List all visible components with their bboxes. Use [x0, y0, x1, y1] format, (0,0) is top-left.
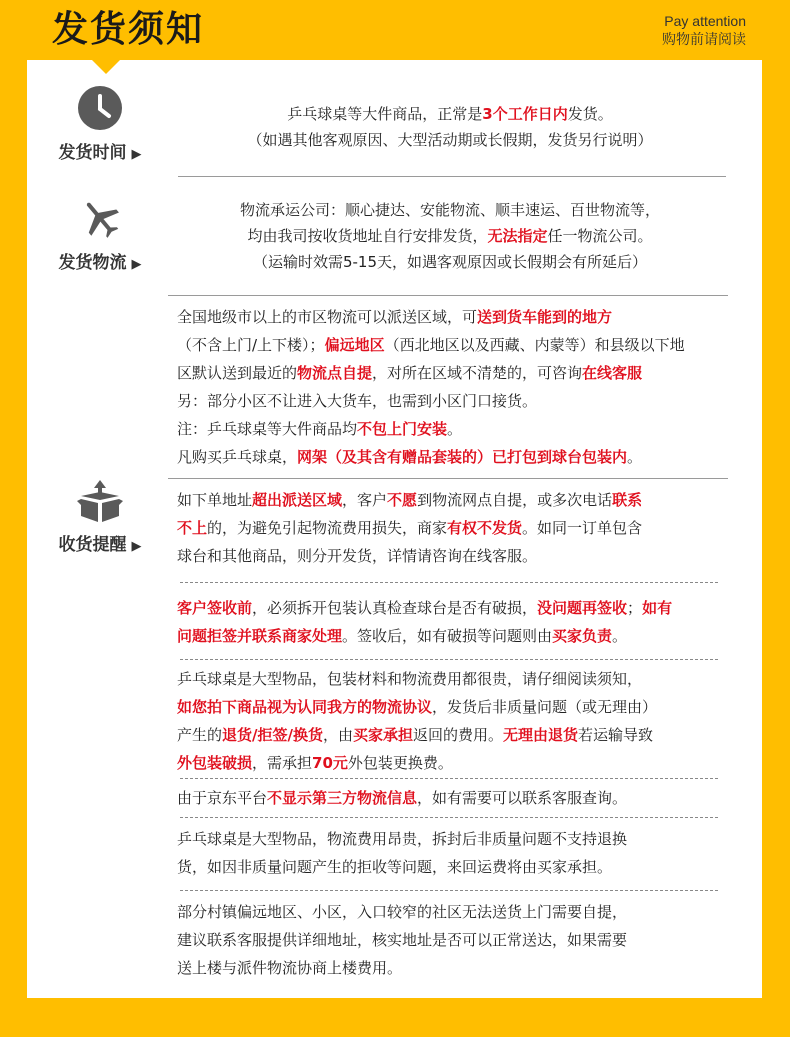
clock-icon	[78, 86, 122, 130]
logistics-line-2: 均由我司按收货地址自行安排发货，无法指定任一物流公司。	[247, 227, 653, 245]
logistics-line-3: （运输时效需5-15天，如遇客观原因或长假期会有所延后）	[252, 253, 648, 271]
logistics-line-1: 物流承运公司：顺心捷达、安能物流、顺丰速运、百世物流等，	[239, 201, 660, 219]
text-line: 不上的，为避免引起物流费用损失，商家有权不发货。如同一订单包含	[177, 519, 643, 537]
text-line: 凡购买乒乓球桌，网架（及其含有赠品套装的）已打包到球台包装内。	[177, 448, 643, 466]
time-line-1: 乒乓球桌等大件商品，正常是3个工作日内发货。	[287, 105, 613, 123]
text-line: （不含上门/上下楼）；偏远地区（西北地区以及西藏、内蒙等）和县级以下地	[177, 336, 685, 354]
section-logistics-side	[44, 196, 156, 273]
text-line: 另：部分小区不让进入大货车，也需到小区门口接货。	[177, 392, 538, 410]
text-line: 由于京东平台不显示第三方物流信息，如有需要可以联系客服查询。	[177, 789, 628, 807]
text-line: 产生的退货/拒签/换货，由买家承担返回的费用。无理由退货若运输导致	[177, 726, 654, 744]
section-time-label: 发货时间 ▶	[58, 143, 142, 163]
section-receive-label: 收货提醒 ▶	[58, 535, 142, 555]
dashed-divider	[180, 778, 718, 779]
section-receive-side	[44, 478, 156, 555]
text-line: 乒乓球桌是大型物品，物流费用昂贵，拆封后非质量问题不支持退换	[177, 830, 628, 848]
section-time-side	[44, 86, 156, 163]
divider	[168, 478, 728, 479]
package-icon	[44, 478, 156, 522]
divider	[168, 295, 728, 296]
dashed-divider	[180, 817, 718, 818]
divider	[178, 176, 726, 177]
receive-paragraph-3	[177, 594, 757, 650]
receive-paragraph-7	[177, 898, 757, 982]
text-line: 注：乒乓球桌等大件商品均不包上门安装。	[177, 420, 463, 438]
triangle-right-icon: ▶	[131, 257, 142, 272]
text-line: 货，如因非质量问题产生的拒收等问题，来回运费将由买家承担。	[177, 858, 613, 876]
receive-paragraph-6	[177, 825, 757, 881]
header-subtitle-cn: 购物前请阅读	[662, 32, 746, 48]
text-line: 送上楼与派件物流协商上楼费用。	[177, 959, 403, 977]
header-subtitle-en: Pay attention	[664, 13, 746, 29]
text-line: 球台和其他商品，则分开发货，详情请咨询在线客服。	[177, 547, 538, 565]
panel-notch	[92, 60, 120, 74]
text-line: 部分村镇偏远地区、小区，入口较窄的社区无法送货上门需要自提，	[177, 903, 628, 921]
text-line: 外包装破损，需承担70元外包装更换费。	[177, 754, 453, 772]
text-line: 区默认送到最近的物流点自提，对所在区域不清楚的，可咨询在线客服	[177, 364, 643, 382]
dashed-divider	[180, 890, 718, 891]
airplane-icon	[44, 196, 156, 240]
text-line: 建议联系客服提供详细地址，核实地址是否可以正常送达，如果需要	[177, 931, 628, 949]
text-line: 如下单地址超出派送区域，客户不愿到物流网点自提，或多次电话联系	[177, 491, 643, 509]
time-line-2: （如遇其他客观原因、大型活动期或长假期，发货另行说明）	[247, 131, 653, 149]
dashed-divider	[180, 659, 718, 660]
text-line: 全国地级市以上的市区物流可以派送区域，可送到货车能到的地方	[177, 308, 613, 326]
page-title: 发货须知	[52, 9, 205, 50]
section-logistics-text	[190, 197, 710, 275]
text-line: 乒乓球桌是大型物品，包装材料和物流费用都很贵，请仔细阅读须知，	[177, 670, 643, 688]
receive-paragraph-1	[177, 303, 757, 471]
text-line: 如您拍下商品视为认同我方的物流协议，发货后非质量问题（或无理由）	[177, 698, 658, 716]
text-line: 问题拒签并联系商家处理。签收后，如有破损等问题则由买家负责。	[177, 627, 628, 645]
receive-paragraph-4	[177, 665, 757, 777]
section-time-text	[190, 101, 710, 153]
text-line: 客户签收前，必须拆开包装认真检查球台是否有破损，没问题再签收；如有	[177, 599, 673, 617]
section-logistics-label: 发货物流 ▶	[58, 253, 142, 273]
dashed-divider	[180, 582, 718, 583]
receive-paragraph-2	[177, 486, 757, 570]
triangle-right-icon: ▶	[131, 147, 142, 162]
triangle-right-icon: ▶	[131, 539, 142, 554]
receive-paragraph-5	[177, 784, 757, 812]
